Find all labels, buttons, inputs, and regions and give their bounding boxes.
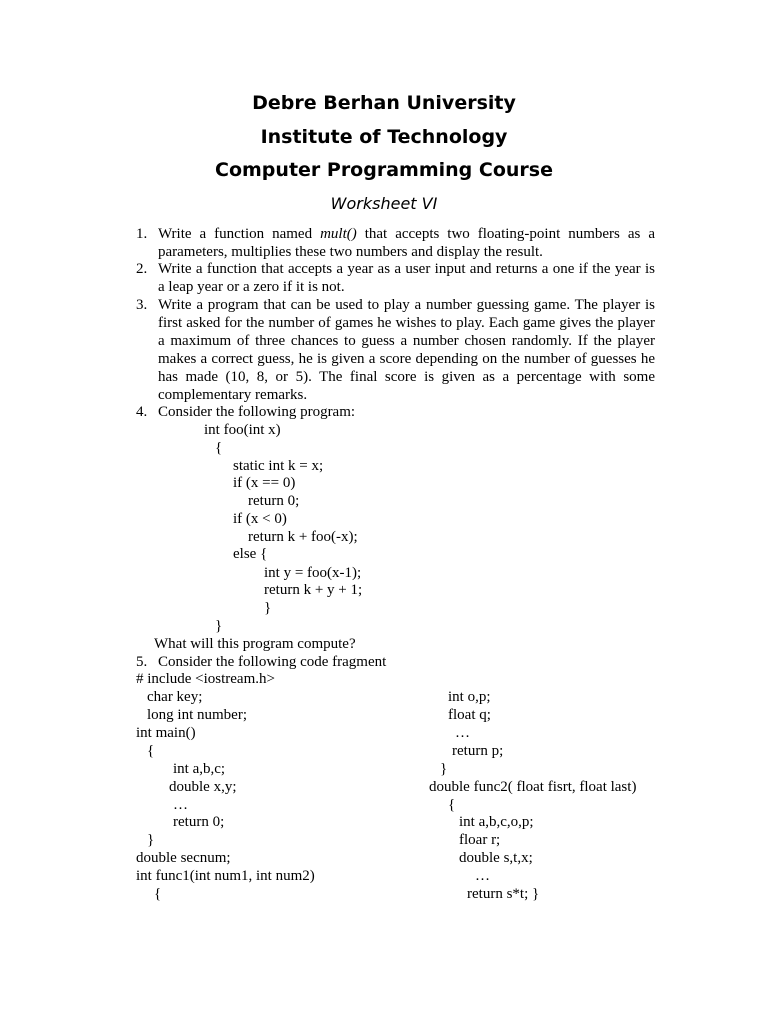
- code-line: double secnum;: [136, 850, 231, 866]
- code-line: return 0;: [173, 814, 225, 830]
- question-5-number: 5.: [136, 654, 148, 670]
- code-line: if (x == 0): [233, 475, 296, 491]
- code-line: {: [147, 743, 155, 759]
- code-line: int a,b,c;: [173, 761, 226, 777]
- code-line: int foo(int x): [204, 422, 281, 438]
- code-line: float q;: [448, 707, 491, 723]
- code-line: double x,y;: [169, 779, 237, 795]
- code-line: }: [440, 761, 448, 777]
- question-2-text: Write a function that accepts a year as a user input and returns a one if the year is a leap year or a zero if it is not.: [158, 261, 655, 295]
- code-line: long int number;: [147, 707, 247, 723]
- code-line: double s,t,x;: [459, 850, 533, 866]
- code-line: …: [475, 868, 490, 884]
- question-1-number: 1.: [136, 226, 148, 242]
- question-1-text-part: Write a function named: [158, 226, 321, 242]
- code-line: int a,b,c,o,p;: [459, 814, 534, 830]
- question-2-number: 2.: [136, 261, 148, 277]
- university-title: Debre Berhan University: [252, 92, 516, 114]
- course-title: Computer Programming Course: [215, 159, 553, 181]
- code-line: return k + foo(-x);: [248, 529, 358, 545]
- code-line: int func1(int num1, int num2): [136, 868, 315, 884]
- code-line: else {: [233, 546, 268, 562]
- question-5-text: Consider the following code fragment: [158, 654, 387, 670]
- code-line: {: [448, 797, 456, 813]
- code-line: return s*t; }: [467, 886, 540, 902]
- question-4-number: 4.: [136, 404, 148, 420]
- code-line: if (x < 0): [233, 511, 287, 527]
- code-line: char key;: [147, 689, 203, 705]
- code-line: {: [154, 886, 162, 902]
- code-line: }: [264, 600, 272, 616]
- code-line: …: [173, 797, 188, 813]
- code-line: floar r;: [459, 832, 501, 848]
- worksheet-subtitle: Worksheet VI: [330, 194, 438, 213]
- code-line: return 0;: [248, 493, 300, 509]
- code-line: return p;: [452, 743, 504, 759]
- code-line: double func2( float fisrt, float last): [429, 779, 637, 795]
- q4-followup-question: What will this program compute?: [154, 636, 356, 652]
- code-line: int o,p;: [448, 689, 491, 705]
- code-line: int main(): [136, 725, 196, 741]
- question-1-text-part: that accepts two floating-point numbers as a parameters, multiplies these two numbers and display the result.: [158, 226, 655, 260]
- code-line: return k + y + 1;: [264, 582, 363, 598]
- question-4-text: Consider the following program:: [158, 404, 356, 420]
- code-line: static int k = x;: [233, 458, 324, 474]
- code-line: }: [215, 618, 223, 634]
- include-directive: # include <iostream.h>: [136, 671, 275, 687]
- code-line: …: [455, 725, 470, 741]
- question-4: [136, 403, 655, 421]
- question-3-number: 3.: [136, 297, 148, 313]
- code-line: int y = foo(x-1);: [264, 565, 362, 581]
- question-1: [136, 225, 655, 261]
- question-1-text: [158, 225, 655, 261]
- institute-title: Institute of Technology: [260, 126, 508, 148]
- question-3-text: Write a program that can be used to play a number guessing game. The player is first asked for the number of games he wishes to play. Each game gives the player a maximum of three chances to guess a number chosen randomly. If the player makes a correct guess, he is given a score depending on the number of guesses he has made (10, 8, or 5). The final score is given as a percentage with some complementary remarks.: [158, 297, 655, 403]
- question-3: [136, 296, 655, 404]
- code-line: {: [215, 440, 223, 456]
- question-2: [136, 260, 655, 296]
- function-name-mult: mult(): [320, 226, 357, 242]
- code-line: }: [147, 832, 155, 848]
